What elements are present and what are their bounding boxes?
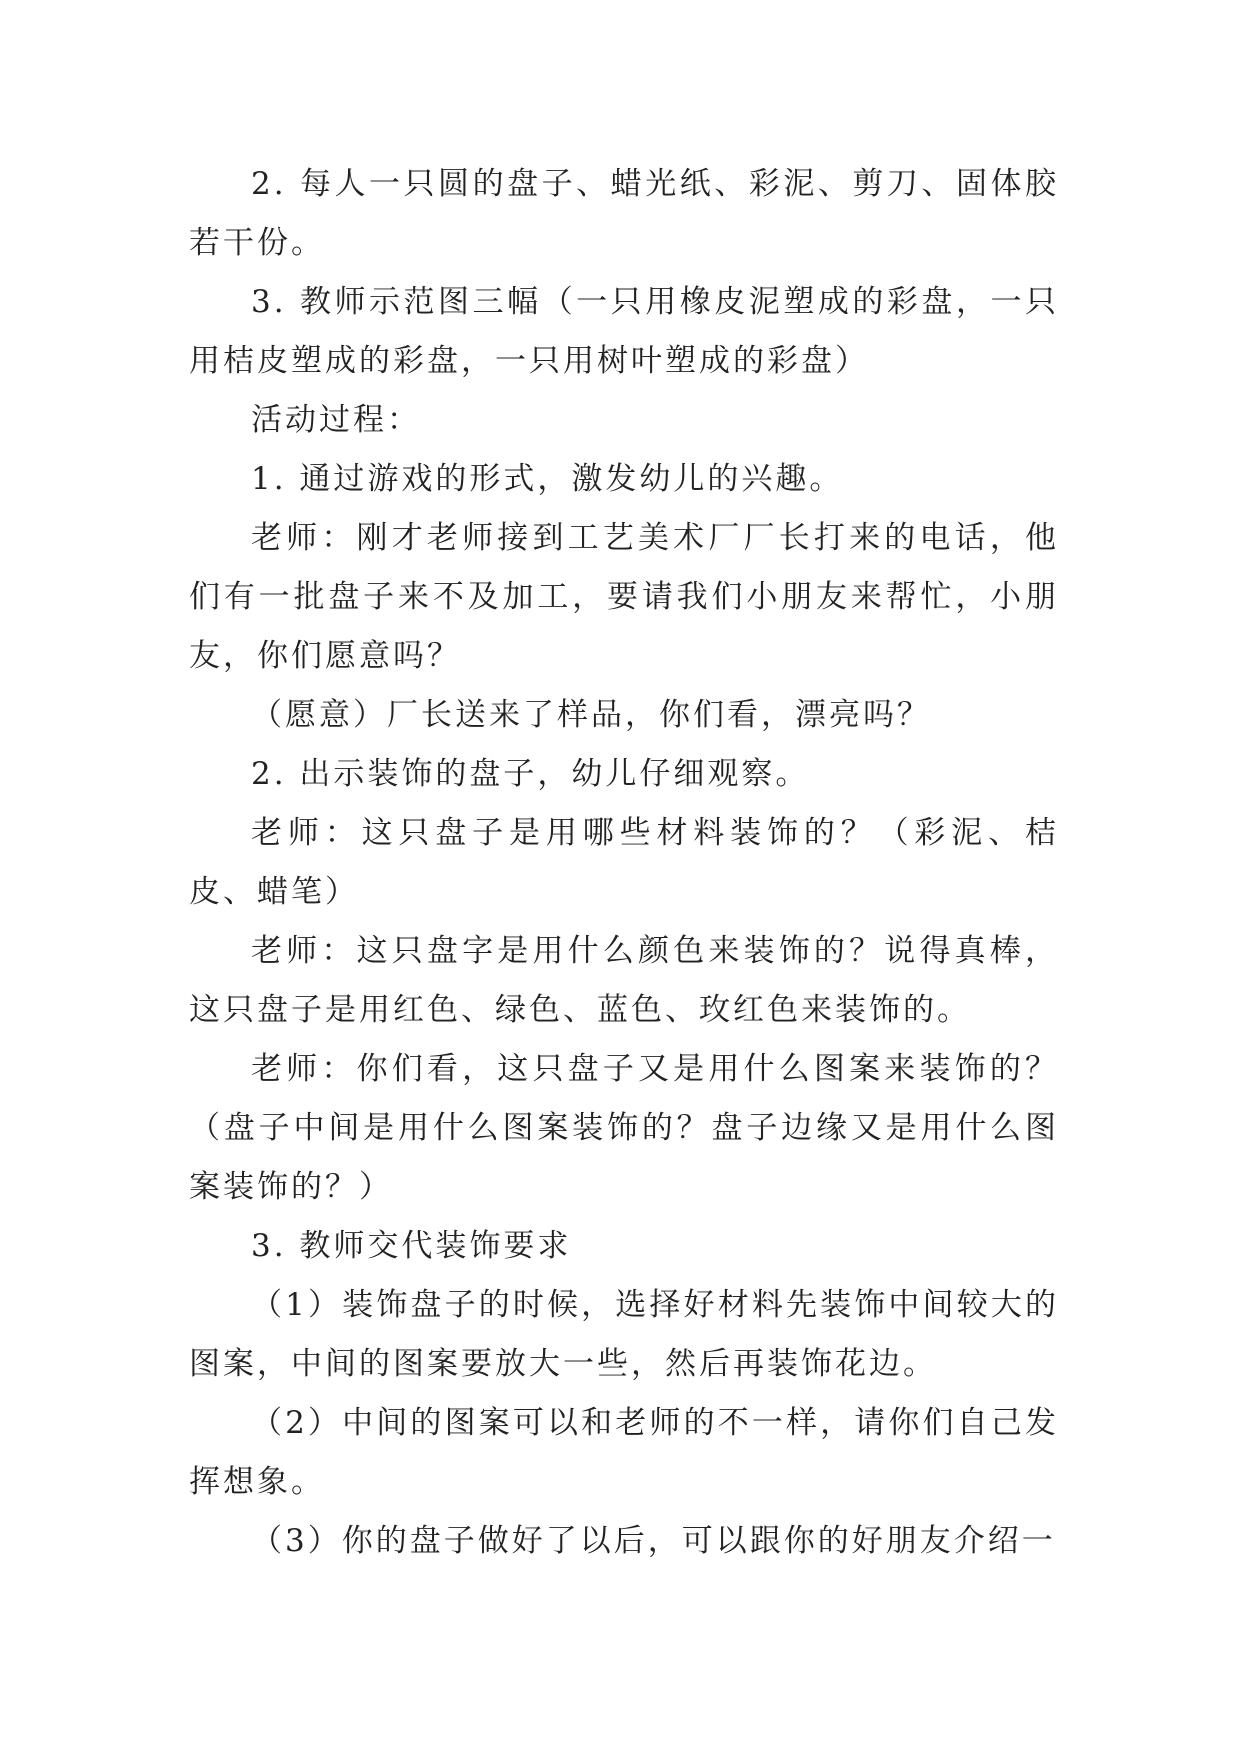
paragraph: （3）你的盘子做好了以后，可以跟你的好朋友介绍一 <box>251 1523 1056 1559</box>
paragraph: （1）装饰盘子的时候，选择好材料先装饰中间较大的图案，中间的图案要放大一些，然后再装饰花边。 <box>189 1287 1059 1382</box>
section-heading: 活动过程： <box>251 402 421 438</box>
paragraph: 3. 教师交代装饰要求 <box>251 1228 572 1264</box>
paragraph: （愿意）厂长送来了样品，你们看，漂亮吗？ <box>251 697 931 733</box>
paragraph: 老师：这只盘子是用哪些材料装饰的？（彩泥、桔皮、蜡笔） <box>189 815 1059 910</box>
paragraph: 老师：你们看，这只盘子又是用什么图案来装饰的？（盘子中间是用什么图案装饰的？盘子边缘又是用什么图案装饰的？） <box>189 1051 1059 1205</box>
paragraph: 老师：刚才老师接到工艺美术厂厂长打来的电话，他们有一批盘子来不及加工，要请我们小朋友来帮忙，小朋友，你们愿意吗？ <box>189 520 1059 674</box>
document-body <box>189 155 1059 1571</box>
paragraph: （2）中间的图案可以和老师的不一样，请你们自己发挥想象。 <box>189 1405 1059 1500</box>
paragraph: 老师：这只盘字是用什么颜色来装饰的？说得真棒，这只盘子是用红色、绿色、蓝色、玫红色来装饰的。 <box>189 933 1059 1028</box>
paragraph: 3. 教师示范图三幅（一只用橡皮泥塑成的彩盘，一只用桔皮塑成的彩盘，一只用树叶塑成的彩盘） <box>189 284 1059 379</box>
paragraph: 2. 每人一只圆的盘子、蜡光纸、彩泥、剪刀、固体胶若干份。 <box>189 166 1059 261</box>
paragraph: 1. 通过游戏的形式，激发幼儿的兴趣。 <box>251 461 844 497</box>
paragraph: 2. 出示装饰的盘子，幼儿仔细观察。 <box>251 756 810 792</box>
